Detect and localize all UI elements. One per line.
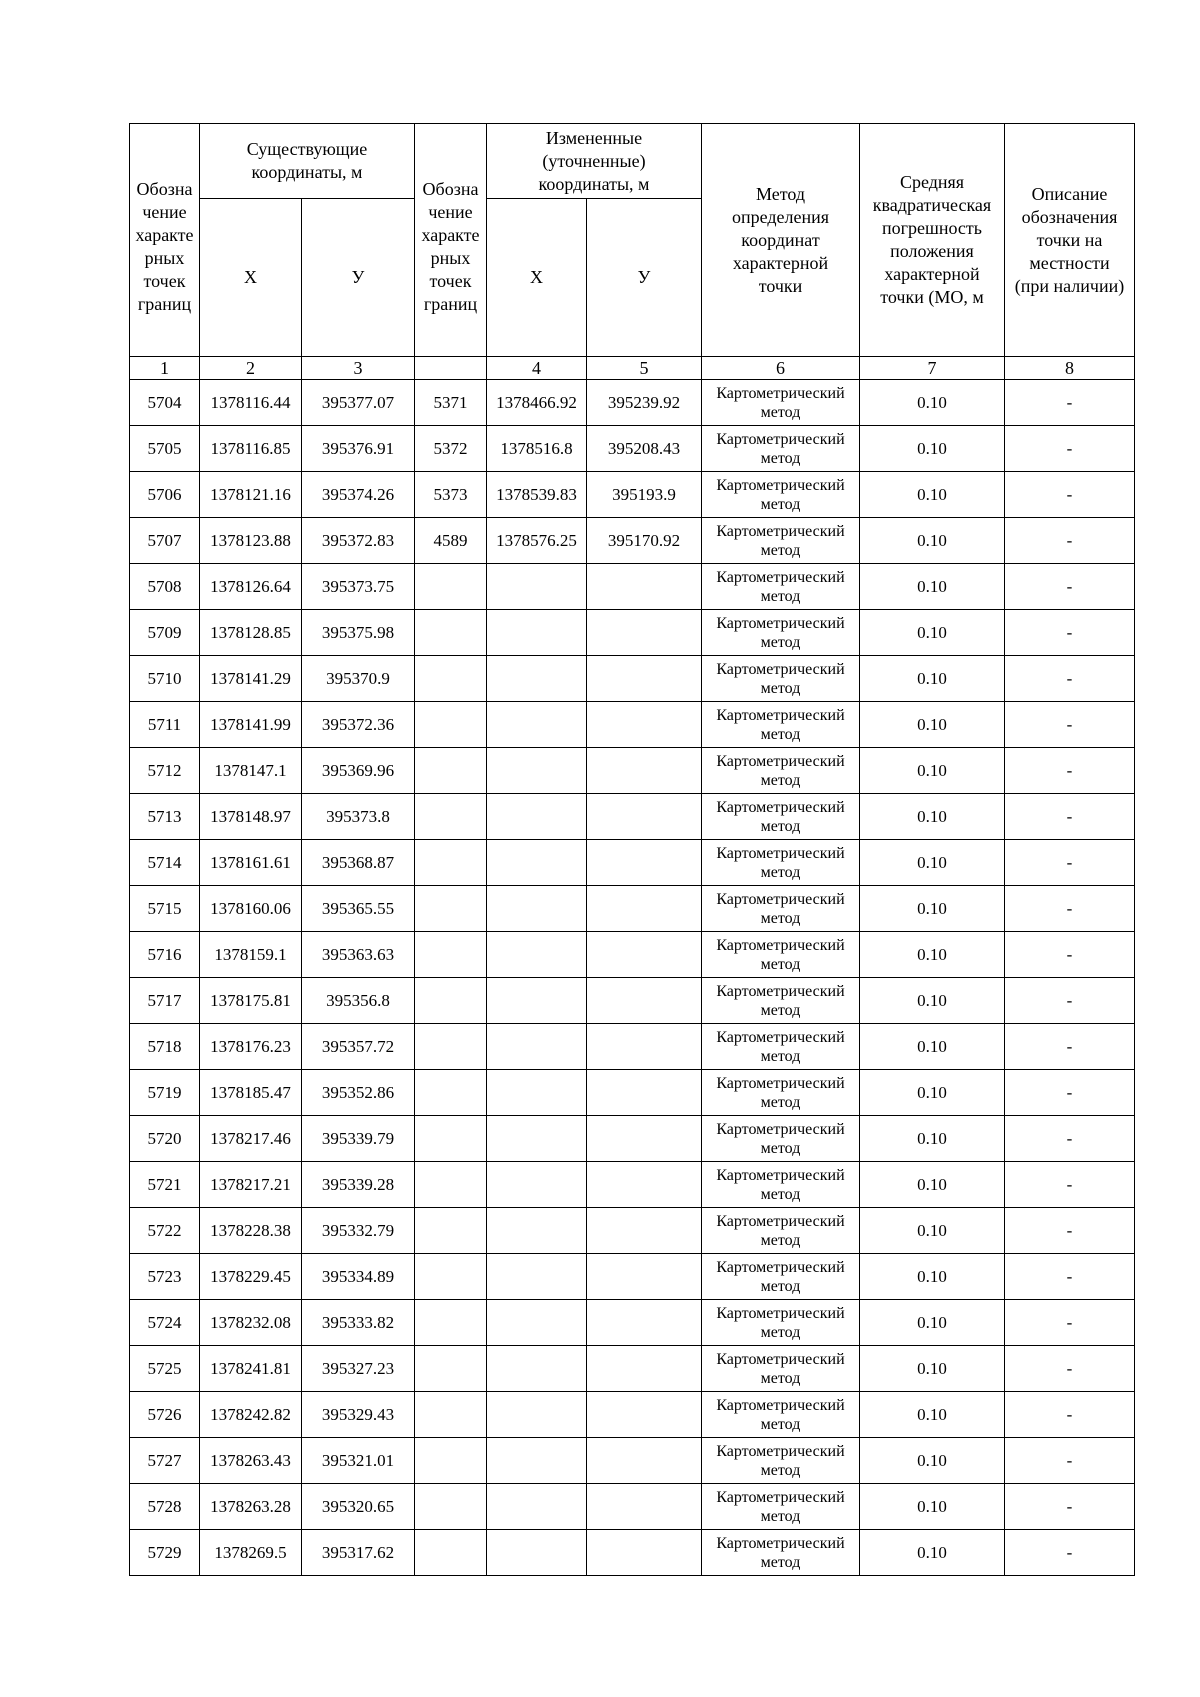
description-cell: - bbox=[1005, 840, 1135, 886]
existing-y-cell: 395376.91 bbox=[302, 426, 415, 472]
coordinates-table bbox=[129, 123, 1135, 1576]
changed-x-cell bbox=[487, 1392, 587, 1438]
changed-y-cell bbox=[587, 610, 702, 656]
changed-point-number-cell bbox=[415, 886, 487, 932]
column-number: 8 bbox=[1005, 357, 1135, 380]
description-cell: - bbox=[1005, 1530, 1135, 1576]
changed-point-number-cell bbox=[415, 564, 487, 610]
description-cell: - bbox=[1005, 1254, 1135, 1300]
table-row bbox=[130, 1254, 1135, 1300]
existing-x-cell: 1378161.61 bbox=[200, 840, 302, 886]
method-cell: Картометрический метод bbox=[702, 472, 860, 518]
existing-x-cell: 1378241.81 bbox=[200, 1346, 302, 1392]
changed-x-cell bbox=[487, 1438, 587, 1484]
existing-y-cell: 395365.55 bbox=[302, 886, 415, 932]
point-number-cell: 5709 bbox=[130, 610, 200, 656]
table-row bbox=[130, 1484, 1135, 1530]
point-number-cell: 5719 bbox=[130, 1070, 200, 1116]
existing-x-cell: 1378176.23 bbox=[200, 1024, 302, 1070]
changed-point-number-cell bbox=[415, 840, 487, 886]
changed-y-cell bbox=[587, 1346, 702, 1392]
changed-x-cell bbox=[487, 1024, 587, 1070]
description-cell: - bbox=[1005, 1484, 1135, 1530]
method-cell: Картометрический метод bbox=[702, 932, 860, 978]
changed-y-header: У bbox=[587, 199, 702, 357]
point-number-cell: 5723 bbox=[130, 1254, 200, 1300]
accuracy-cell: 0.10 bbox=[860, 702, 1005, 748]
accuracy-cell: 0.10 bbox=[860, 472, 1005, 518]
existing-y-cell: 395373.75 bbox=[302, 564, 415, 610]
changed-y-cell: 395239.92 bbox=[587, 380, 702, 426]
method-cell: Картометрический метод bbox=[702, 426, 860, 472]
accuracy-cell: 0.10 bbox=[860, 1438, 1005, 1484]
existing-y-cell: 395377.07 bbox=[302, 380, 415, 426]
existing-x-cell: 1378263.43 bbox=[200, 1438, 302, 1484]
description-cell: - bbox=[1005, 1392, 1135, 1438]
method-cell: Картометрический метод bbox=[702, 886, 860, 932]
point-number-cell: 5715 bbox=[130, 886, 200, 932]
point-number-cell: 5711 bbox=[130, 702, 200, 748]
table-row bbox=[130, 1116, 1135, 1162]
changed-point-number-cell: 5373 bbox=[415, 472, 487, 518]
description-cell: - bbox=[1005, 1116, 1135, 1162]
column-number: 3 bbox=[302, 357, 415, 380]
description-header: Описание обозначения точки на местности (при наличии) bbox=[1005, 124, 1135, 357]
changed-point-number-cell bbox=[415, 702, 487, 748]
changed-point-number-cell bbox=[415, 610, 487, 656]
existing-y-cell: 395320.65 bbox=[302, 1484, 415, 1530]
description-cell: - bbox=[1005, 932, 1135, 978]
method-cell: Картометрический метод bbox=[702, 518, 860, 564]
column-number: 4 bbox=[487, 357, 587, 380]
changed-x-cell bbox=[487, 1208, 587, 1254]
existing-y-cell: 395339.28 bbox=[302, 1162, 415, 1208]
method-cell: Картометрический метод bbox=[702, 380, 860, 426]
accuracy-cell: 0.10 bbox=[860, 426, 1005, 472]
existing-x-cell: 1378159.1 bbox=[200, 932, 302, 978]
existing-x-cell: 1378141.99 bbox=[200, 702, 302, 748]
changed-y-cell bbox=[587, 748, 702, 794]
table-row bbox=[130, 978, 1135, 1024]
table-row bbox=[130, 1438, 1135, 1484]
method-cell: Картометрический метод bbox=[702, 1070, 860, 1116]
table-row bbox=[130, 702, 1135, 748]
method-cell: Картометрический метод bbox=[702, 978, 860, 1024]
description-cell: - bbox=[1005, 1162, 1135, 1208]
table-row bbox=[130, 1070, 1135, 1116]
description-cell: - bbox=[1005, 656, 1135, 702]
changed-point-number-cell bbox=[415, 1070, 487, 1116]
point-number-cell: 5721 bbox=[130, 1162, 200, 1208]
accuracy-cell: 0.10 bbox=[860, 840, 1005, 886]
accuracy-cell: 0.10 bbox=[860, 794, 1005, 840]
existing-y-cell: 395327.23 bbox=[302, 1346, 415, 1392]
existing-y-cell: 395370.9 bbox=[302, 656, 415, 702]
changed-x-cell bbox=[487, 840, 587, 886]
point-number-cell: 5704 bbox=[130, 380, 200, 426]
existing-x-cell: 1378148.97 bbox=[200, 794, 302, 840]
point-number-cell: 5722 bbox=[130, 1208, 200, 1254]
changed-point-number-cell bbox=[415, 1484, 487, 1530]
existing-y-cell: 395369.96 bbox=[302, 748, 415, 794]
changed-point-number-cell bbox=[415, 932, 487, 978]
changed-y-cell bbox=[587, 1162, 702, 1208]
column-number bbox=[415, 357, 487, 380]
changed-coordinates-header: Измененные (уточненные) координаты, м bbox=[487, 124, 702, 199]
description-cell: - bbox=[1005, 1208, 1135, 1254]
changed-point-number-cell bbox=[415, 656, 487, 702]
changed-point-number-cell bbox=[415, 1300, 487, 1346]
changed-y-cell bbox=[587, 1392, 702, 1438]
description-cell: - bbox=[1005, 1438, 1135, 1484]
column-number: 7 bbox=[860, 357, 1005, 380]
changed-y-cell bbox=[587, 1208, 702, 1254]
changed-point-label-header: Обозна чение характе рных точек границ bbox=[415, 124, 487, 357]
table-row bbox=[130, 1024, 1135, 1070]
accuracy-cell: 0.10 bbox=[860, 1024, 1005, 1070]
changed-x-cell bbox=[487, 1300, 587, 1346]
existing-x-cell: 1378263.28 bbox=[200, 1484, 302, 1530]
changed-y-cell bbox=[587, 564, 702, 610]
changed-x-cell bbox=[487, 932, 587, 978]
accuracy-cell: 0.10 bbox=[860, 518, 1005, 564]
existing-x-cell: 1378116.44 bbox=[200, 380, 302, 426]
changed-point-number-cell bbox=[415, 1530, 487, 1576]
accuracy-cell: 0.10 bbox=[860, 1162, 1005, 1208]
method-cell: Картометрический метод bbox=[702, 564, 860, 610]
changed-y-cell: 395208.43 bbox=[587, 426, 702, 472]
accuracy-cell: 0.10 bbox=[860, 1300, 1005, 1346]
existing-y-cell: 395339.79 bbox=[302, 1116, 415, 1162]
table-row bbox=[130, 886, 1135, 932]
changed-x-cell bbox=[487, 1070, 587, 1116]
description-cell: - bbox=[1005, 1024, 1135, 1070]
existing-x-cell: 1378123.88 bbox=[200, 518, 302, 564]
table-row bbox=[130, 1392, 1135, 1438]
table-row bbox=[130, 1208, 1135, 1254]
method-cell: Картометрический метод bbox=[702, 1530, 860, 1576]
existing-y-cell: 395357.72 bbox=[302, 1024, 415, 1070]
point-number-cell: 5712 bbox=[130, 748, 200, 794]
accuracy-cell: 0.10 bbox=[860, 380, 1005, 426]
method-cell: Картометрический метод bbox=[702, 840, 860, 886]
point-number-cell: 5725 bbox=[130, 1346, 200, 1392]
existing-y-cell: 395375.98 bbox=[302, 610, 415, 656]
description-cell: - bbox=[1005, 380, 1135, 426]
changed-point-number-cell bbox=[415, 1438, 487, 1484]
changed-x-cell bbox=[487, 1530, 587, 1576]
accuracy-cell: 0.10 bbox=[860, 886, 1005, 932]
changed-y-cell bbox=[587, 1024, 702, 1070]
table-row bbox=[130, 1530, 1135, 1576]
changed-x-cell bbox=[487, 1162, 587, 1208]
description-cell: - bbox=[1005, 794, 1135, 840]
changed-point-number-cell bbox=[415, 1346, 487, 1392]
accuracy-cell: 0.10 bbox=[860, 610, 1005, 656]
changed-y-cell bbox=[587, 840, 702, 886]
point-number-cell: 5720 bbox=[130, 1116, 200, 1162]
changed-point-number-cell bbox=[415, 1162, 487, 1208]
table-row bbox=[130, 1162, 1135, 1208]
method-cell: Картометрический метод bbox=[702, 1438, 860, 1484]
existing-x-cell: 1378242.82 bbox=[200, 1392, 302, 1438]
table-row bbox=[130, 748, 1135, 794]
table-row bbox=[130, 518, 1135, 564]
existing-x-cell: 1378269.5 bbox=[200, 1530, 302, 1576]
point-number-cell: 5716 bbox=[130, 932, 200, 978]
changed-y-cell bbox=[587, 1438, 702, 1484]
changed-y-cell bbox=[587, 656, 702, 702]
accuracy-cell: 0.10 bbox=[860, 932, 1005, 978]
point-number-cell: 5718 bbox=[130, 1024, 200, 1070]
changed-y-cell bbox=[587, 1116, 702, 1162]
existing-y-cell: 395372.36 bbox=[302, 702, 415, 748]
changed-x-cell bbox=[487, 656, 587, 702]
column-number: 6 bbox=[702, 357, 860, 380]
description-cell: - bbox=[1005, 886, 1135, 932]
changed-y-cell bbox=[587, 978, 702, 1024]
existing-y-cell: 395334.89 bbox=[302, 1254, 415, 1300]
method-cell: Картометрический метод bbox=[702, 1208, 860, 1254]
existing-x-cell: 1378116.85 bbox=[200, 426, 302, 472]
method-cell: Картометрический метод bbox=[702, 1254, 860, 1300]
table-row bbox=[130, 610, 1135, 656]
changed-y-cell bbox=[587, 1300, 702, 1346]
method-cell: Картометрический метод bbox=[702, 1484, 860, 1530]
changed-x-cell: 1378539.83 bbox=[487, 472, 587, 518]
existing-x-header: Х bbox=[200, 199, 302, 357]
changed-y-cell: 395170.92 bbox=[587, 518, 702, 564]
changed-x-cell bbox=[487, 1254, 587, 1300]
changed-x-cell bbox=[487, 610, 587, 656]
point-number-cell: 5727 bbox=[130, 1438, 200, 1484]
point-label-header: Обозна чение характе рных точек границ bbox=[130, 124, 200, 357]
changed-y-cell bbox=[587, 702, 702, 748]
method-cell: Картометрический метод bbox=[702, 656, 860, 702]
existing-x-cell: 1378141.29 bbox=[200, 656, 302, 702]
accuracy-cell: 0.10 bbox=[860, 1070, 1005, 1116]
changed-x-cell bbox=[487, 794, 587, 840]
existing-y-cell: 395321.01 bbox=[302, 1438, 415, 1484]
table-row bbox=[130, 426, 1135, 472]
changed-x-cell bbox=[487, 564, 587, 610]
changed-y-cell bbox=[587, 1484, 702, 1530]
changed-y-cell bbox=[587, 794, 702, 840]
changed-y-cell bbox=[587, 1254, 702, 1300]
changed-x-cell bbox=[487, 1484, 587, 1530]
existing-x-cell: 1378175.81 bbox=[200, 978, 302, 1024]
accuracy-header: Средняя квадратическая погрешность положения характерной точки (МО, м bbox=[860, 124, 1005, 357]
method-cell: Картометрический метод bbox=[702, 1346, 860, 1392]
changed-x-cell bbox=[487, 978, 587, 1024]
point-number-cell: 5714 bbox=[130, 840, 200, 886]
method-cell: Картометрический метод bbox=[702, 748, 860, 794]
header-row-1 bbox=[130, 124, 1135, 199]
table-row bbox=[130, 656, 1135, 702]
column-numbers-row bbox=[130, 357, 1135, 380]
description-cell: - bbox=[1005, 518, 1135, 564]
changed-point-number-cell: 5371 bbox=[415, 380, 487, 426]
accuracy-cell: 0.10 bbox=[860, 1530, 1005, 1576]
method-header: Метод определения координат характерной точки bbox=[702, 124, 860, 357]
existing-x-cell: 1378126.64 bbox=[200, 564, 302, 610]
description-cell: - bbox=[1005, 1346, 1135, 1392]
coordinates-table-body bbox=[130, 380, 1135, 1576]
table-row bbox=[130, 932, 1135, 978]
accuracy-cell: 0.10 bbox=[860, 1254, 1005, 1300]
changed-x-cell: 1378576.25 bbox=[487, 518, 587, 564]
accuracy-cell: 0.10 bbox=[860, 1346, 1005, 1392]
accuracy-cell: 0.10 bbox=[860, 1392, 1005, 1438]
column-number: 1 bbox=[130, 357, 200, 380]
description-cell: - bbox=[1005, 426, 1135, 472]
description-cell: - bbox=[1005, 472, 1135, 518]
changed-x-cell: 1378516.8 bbox=[487, 426, 587, 472]
point-number-cell: 5728 bbox=[130, 1484, 200, 1530]
table-row bbox=[130, 1300, 1135, 1346]
description-cell: - bbox=[1005, 1300, 1135, 1346]
existing-x-cell: 1378160.06 bbox=[200, 886, 302, 932]
method-cell: Картометрический метод bbox=[702, 1392, 860, 1438]
existing-x-cell: 1378128.85 bbox=[200, 610, 302, 656]
changed-point-number-cell bbox=[415, 748, 487, 794]
existing-y-header: У bbox=[302, 199, 415, 357]
existing-x-cell: 1378232.08 bbox=[200, 1300, 302, 1346]
point-number-cell: 5705 bbox=[130, 426, 200, 472]
point-number-cell: 5706 bbox=[130, 472, 200, 518]
existing-y-cell: 395317.62 bbox=[302, 1530, 415, 1576]
point-number-cell: 5708 bbox=[130, 564, 200, 610]
point-number-cell: 5729 bbox=[130, 1530, 200, 1576]
method-cell: Картометрический метод bbox=[702, 1024, 860, 1070]
changed-y-cell bbox=[587, 1530, 702, 1576]
accuracy-cell: 0.10 bbox=[860, 978, 1005, 1024]
method-cell: Картометрический метод bbox=[702, 610, 860, 656]
accuracy-cell: 0.10 bbox=[860, 564, 1005, 610]
changed-point-number-cell bbox=[415, 978, 487, 1024]
existing-y-cell: 395333.82 bbox=[302, 1300, 415, 1346]
existing-y-cell: 395372.83 bbox=[302, 518, 415, 564]
description-cell: - bbox=[1005, 748, 1135, 794]
description-cell: - bbox=[1005, 702, 1135, 748]
method-cell: Картометрический метод bbox=[702, 1116, 860, 1162]
changed-point-number-cell: 5372 bbox=[415, 426, 487, 472]
changed-x-header: Х bbox=[487, 199, 587, 357]
accuracy-cell: 0.10 bbox=[860, 1484, 1005, 1530]
table-row bbox=[130, 472, 1135, 518]
description-cell: - bbox=[1005, 1070, 1135, 1116]
changed-x-cell bbox=[487, 702, 587, 748]
existing-y-cell: 395374.26 bbox=[302, 472, 415, 518]
method-cell: Картометрический метод bbox=[702, 794, 860, 840]
description-cell: - bbox=[1005, 610, 1135, 656]
changed-x-cell bbox=[487, 886, 587, 932]
existing-y-cell: 395329.43 bbox=[302, 1392, 415, 1438]
existing-y-cell: 395368.87 bbox=[302, 840, 415, 886]
changed-point-number-cell bbox=[415, 794, 487, 840]
existing-y-cell: 395356.8 bbox=[302, 978, 415, 1024]
method-cell: Картометрический метод bbox=[702, 1300, 860, 1346]
existing-x-cell: 1378228.38 bbox=[200, 1208, 302, 1254]
table-row bbox=[130, 794, 1135, 840]
changed-y-cell bbox=[587, 886, 702, 932]
existing-x-cell: 1378185.47 bbox=[200, 1070, 302, 1116]
changed-point-number-cell bbox=[415, 1116, 487, 1162]
existing-x-cell: 1378229.45 bbox=[200, 1254, 302, 1300]
point-number-cell: 5726 bbox=[130, 1392, 200, 1438]
existing-y-cell: 395332.79 bbox=[302, 1208, 415, 1254]
existing-y-cell: 395363.63 bbox=[302, 932, 415, 978]
table-row bbox=[130, 564, 1135, 610]
method-cell: Картометрический метод bbox=[702, 1162, 860, 1208]
method-cell: Картометрический метод bbox=[702, 702, 860, 748]
changed-point-number-cell bbox=[415, 1392, 487, 1438]
changed-y-cell bbox=[587, 1070, 702, 1116]
changed-point-number-cell bbox=[415, 1208, 487, 1254]
table-row bbox=[130, 380, 1135, 426]
changed-y-cell bbox=[587, 932, 702, 978]
point-number-cell: 5713 bbox=[130, 794, 200, 840]
table-row bbox=[130, 1346, 1135, 1392]
point-number-cell: 5717 bbox=[130, 978, 200, 1024]
description-cell: - bbox=[1005, 978, 1135, 1024]
existing-coordinates-header: Существующие координаты, м bbox=[200, 124, 415, 199]
changed-point-number-cell bbox=[415, 1254, 487, 1300]
column-number: 5 bbox=[587, 357, 702, 380]
point-number-cell: 5710 bbox=[130, 656, 200, 702]
point-number-cell: 5707 bbox=[130, 518, 200, 564]
changed-x-cell bbox=[487, 1346, 587, 1392]
accuracy-cell: 0.10 bbox=[860, 1116, 1005, 1162]
existing-x-cell: 1378217.46 bbox=[200, 1116, 302, 1162]
existing-x-cell: 1378217.21 bbox=[200, 1162, 302, 1208]
point-number-cell: 5724 bbox=[130, 1300, 200, 1346]
accuracy-cell: 0.10 bbox=[860, 748, 1005, 794]
description-cell: - bbox=[1005, 564, 1135, 610]
accuracy-cell: 0.10 bbox=[860, 656, 1005, 702]
table-row bbox=[130, 840, 1135, 886]
existing-y-cell: 395373.8 bbox=[302, 794, 415, 840]
existing-x-cell: 1378147.1 bbox=[200, 748, 302, 794]
existing-y-cell: 395352.86 bbox=[302, 1070, 415, 1116]
changed-x-cell bbox=[487, 748, 587, 794]
changed-point-number-cell: 4589 bbox=[415, 518, 487, 564]
changed-y-cell: 395193.9 bbox=[587, 472, 702, 518]
column-number: 2 bbox=[200, 357, 302, 380]
changed-x-cell bbox=[487, 1116, 587, 1162]
changed-x-cell: 1378466.92 bbox=[487, 380, 587, 426]
accuracy-cell: 0.10 bbox=[860, 1208, 1005, 1254]
existing-x-cell: 1378121.16 bbox=[200, 472, 302, 518]
changed-point-number-cell bbox=[415, 1024, 487, 1070]
